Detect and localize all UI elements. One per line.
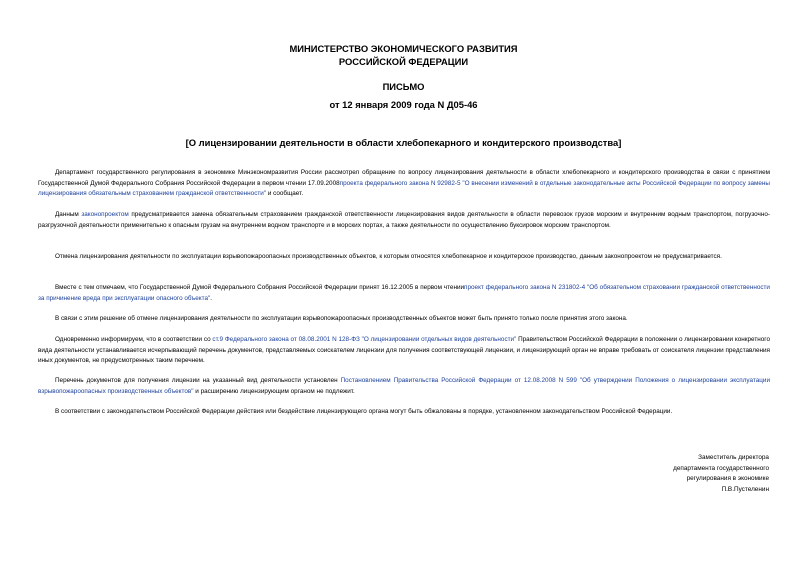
paragraph-text: Данным bbox=[55, 211, 82, 218]
signatory-name: П.В.Пустеленин bbox=[721, 485, 769, 493]
paragraph-text: . bbox=[210, 294, 213, 302]
paragraph-3: Отмена лицензирования деятельности по эксплуатации взрывопожароопасных производственных объектов, к которым относятся хлебопекарное и кондитерское производство, данным законопроектом не предусматривается. bbox=[55, 253, 722, 260]
paragraph-text: и расширению лицензирующим органом не подлежит. bbox=[193, 387, 355, 395]
paragraph-text: Правительством Российской Федерации в положении о лицензировании конкретного вида деятельности устанавливается исчерпывающий перечень документов, представляемых соискателем лицензии для получения соответствующей лицензии, и лицензирующий орган не вправе требовать от соискателя лицензии представления иных документов, не предусмотренных таким перечнем. bbox=[38, 336, 770, 365]
document-title-link[interactable]: [О лицензировании деятельности в области хлебопекарного и кондитерского производства] bbox=[185, 137, 622, 148]
ministry-name-line2: РОССИЙСКОЙ ФЕДЕРАЦИИ bbox=[338, 56, 469, 67]
document-type: ПИСЬМО bbox=[382, 81, 425, 92]
signatory-position-line1: Заместитель директора bbox=[698, 454, 769, 461]
document-date-number: от 12 января 2009 года N Д05-46 bbox=[329, 99, 478, 110]
document-title bbox=[0, 137, 807, 149]
paragraph-8: В соответствии с законодательством Российской Федерации действия или бездействие лицензирующего органа могут быть обжалованы в порядке, установленном законодательством Российской Федерации. bbox=[55, 408, 673, 415]
law-project-231802-4-link[interactable]: проект федерального закона N 231802-4 "Об обязательном страховании гражданской ответственности за причинение вреда при эксплуатации опасного объекта" bbox=[38, 284, 770, 302]
law-project-92982-5-link[interactable]: проекта федерального закона N 92982-5 "О внесении изменений в отдельные законодательные акты Российской Федерации по вопросу замены лицензирования обязательным страхованием гражданской ответственности" bbox=[38, 179, 770, 198]
paragraph-text: Одновременно информируем, что в соответствии со bbox=[55, 336, 213, 343]
law-project-link[interactable]: законопроектом bbox=[81, 211, 129, 218]
ministry-name-line1: МИНИСТЕРСТВО ЭКОНОМИЧЕСКОГО РАЗВИТИЯ bbox=[289, 43, 518, 54]
paragraph-6 bbox=[38, 335, 770, 367]
paragraph-2 bbox=[38, 210, 770, 231]
paragraph-text: и сообщает. bbox=[266, 190, 304, 198]
paragraph-4 bbox=[38, 283, 770, 304]
paragraph-text: Департамент государственного регулирования в экономике Минэкономразвития России рассмотрел обращение по вопросу лицензирования деятельности в области хлебопекарного и кондитерского производства в связи с принятием Государственной Думой Федерального Собрания Российской Федерации в первом чтении 17.09.2008 bbox=[38, 169, 770, 187]
government-decree-599-link[interactable]: Постановлением Правительства Российской Федерации от 12.08.2008 N 599 "Об утверждении Положения о лицензировании эксплуатации взрывопожароопасных производственных объектов" bbox=[38, 377, 770, 395]
paragraph-1 bbox=[38, 168, 770, 200]
paragraph-text: предусматривается замена обязательным страхованием гражданской ответственности лицензирования видов деятельности в области перевозок грузов морским и внутренним водным транспортом, погрузочно-разгрузочной деятельности применительно к опасным грузам на внутреннем водном транспорте и в морских портах, а также деятельности по осуществлению буксировок морским транспортом. bbox=[38, 211, 770, 229]
signatory-position-line2: департамента государственного bbox=[673, 464, 769, 472]
paragraph-7 bbox=[38, 376, 770, 397]
federal-law-128-fz-link[interactable]: ст.9 Федерального закона от 08.08.2001 N 128-ФЗ "О лицензировании отдельных видов деятельности" bbox=[212, 336, 517, 343]
paragraph-text: Перечень документов для получения лицензии на указанный вид деятельности установлен bbox=[55, 377, 341, 384]
paragraph-text: Вместе с тем отмечаем, что Государственной Думой Федерального Собрания Российской Федерации принят 16.12.2005 в первом чтении bbox=[55, 284, 465, 291]
paragraph-5: В связи с этим решение об отмене лицензирования деятельности по эксплуатации взрывопожароопасных производственных объектов может быть принято только после принятия этого закона. bbox=[55, 315, 628, 322]
signature-block bbox=[673, 453, 769, 495]
signatory-position-line3: регулирования в экономике bbox=[686, 475, 769, 482]
